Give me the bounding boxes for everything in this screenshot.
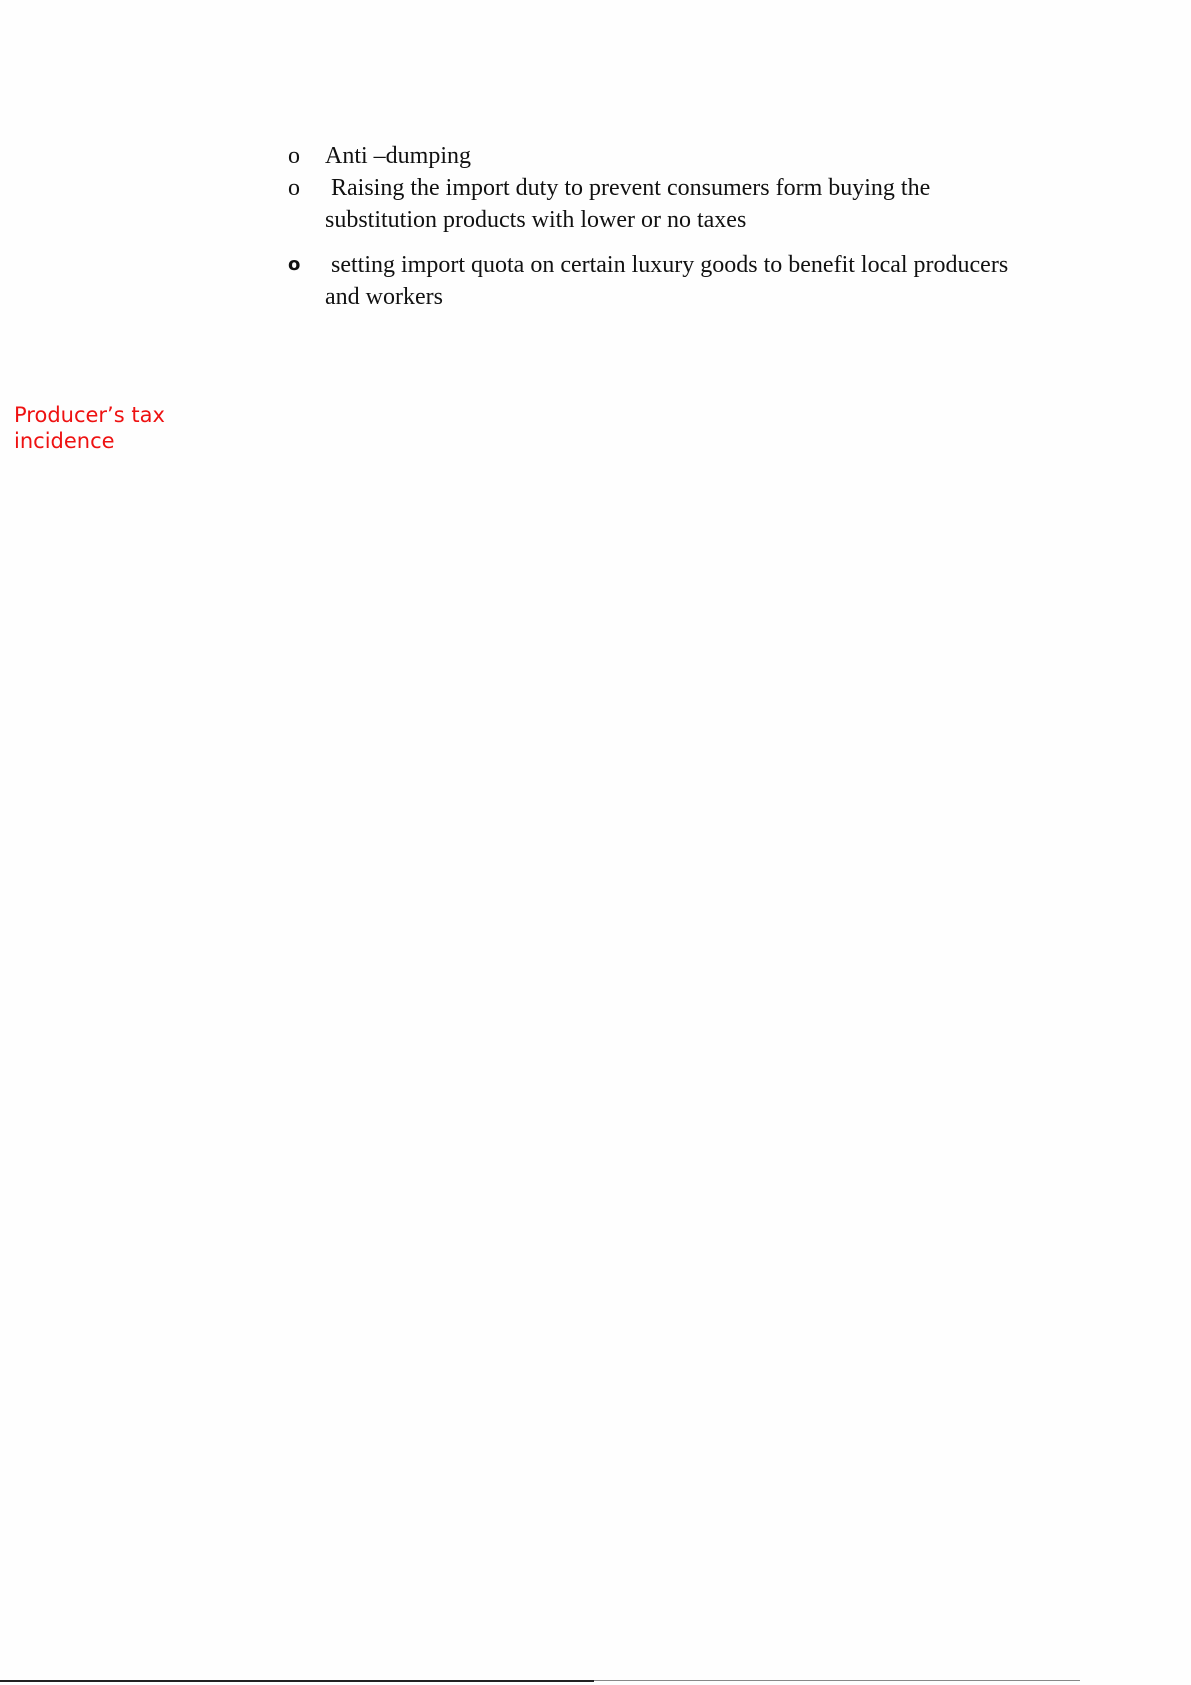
footer-rule xyxy=(0,1680,594,1682)
bullet-list xyxy=(288,140,1028,313)
bullet-marker: o xyxy=(288,143,300,169)
bullet-marker: o xyxy=(288,254,301,275)
bullet-marker: o xyxy=(288,175,300,201)
bullet-text: Raising the import duty to prevent consumers form buying the substitution products with lower or no taxes xyxy=(325,175,937,233)
margin-note: Producer’s tax incidence xyxy=(14,403,165,453)
list-item xyxy=(288,249,1028,313)
bullet-text: setting import quota on certain luxury goods to benefit local producers and workers xyxy=(325,252,1015,310)
bullet-text: Anti –dumping xyxy=(325,143,472,169)
list-item xyxy=(288,172,1028,236)
footer-rule-secondary xyxy=(594,1680,1080,1681)
list-item xyxy=(288,140,1028,172)
